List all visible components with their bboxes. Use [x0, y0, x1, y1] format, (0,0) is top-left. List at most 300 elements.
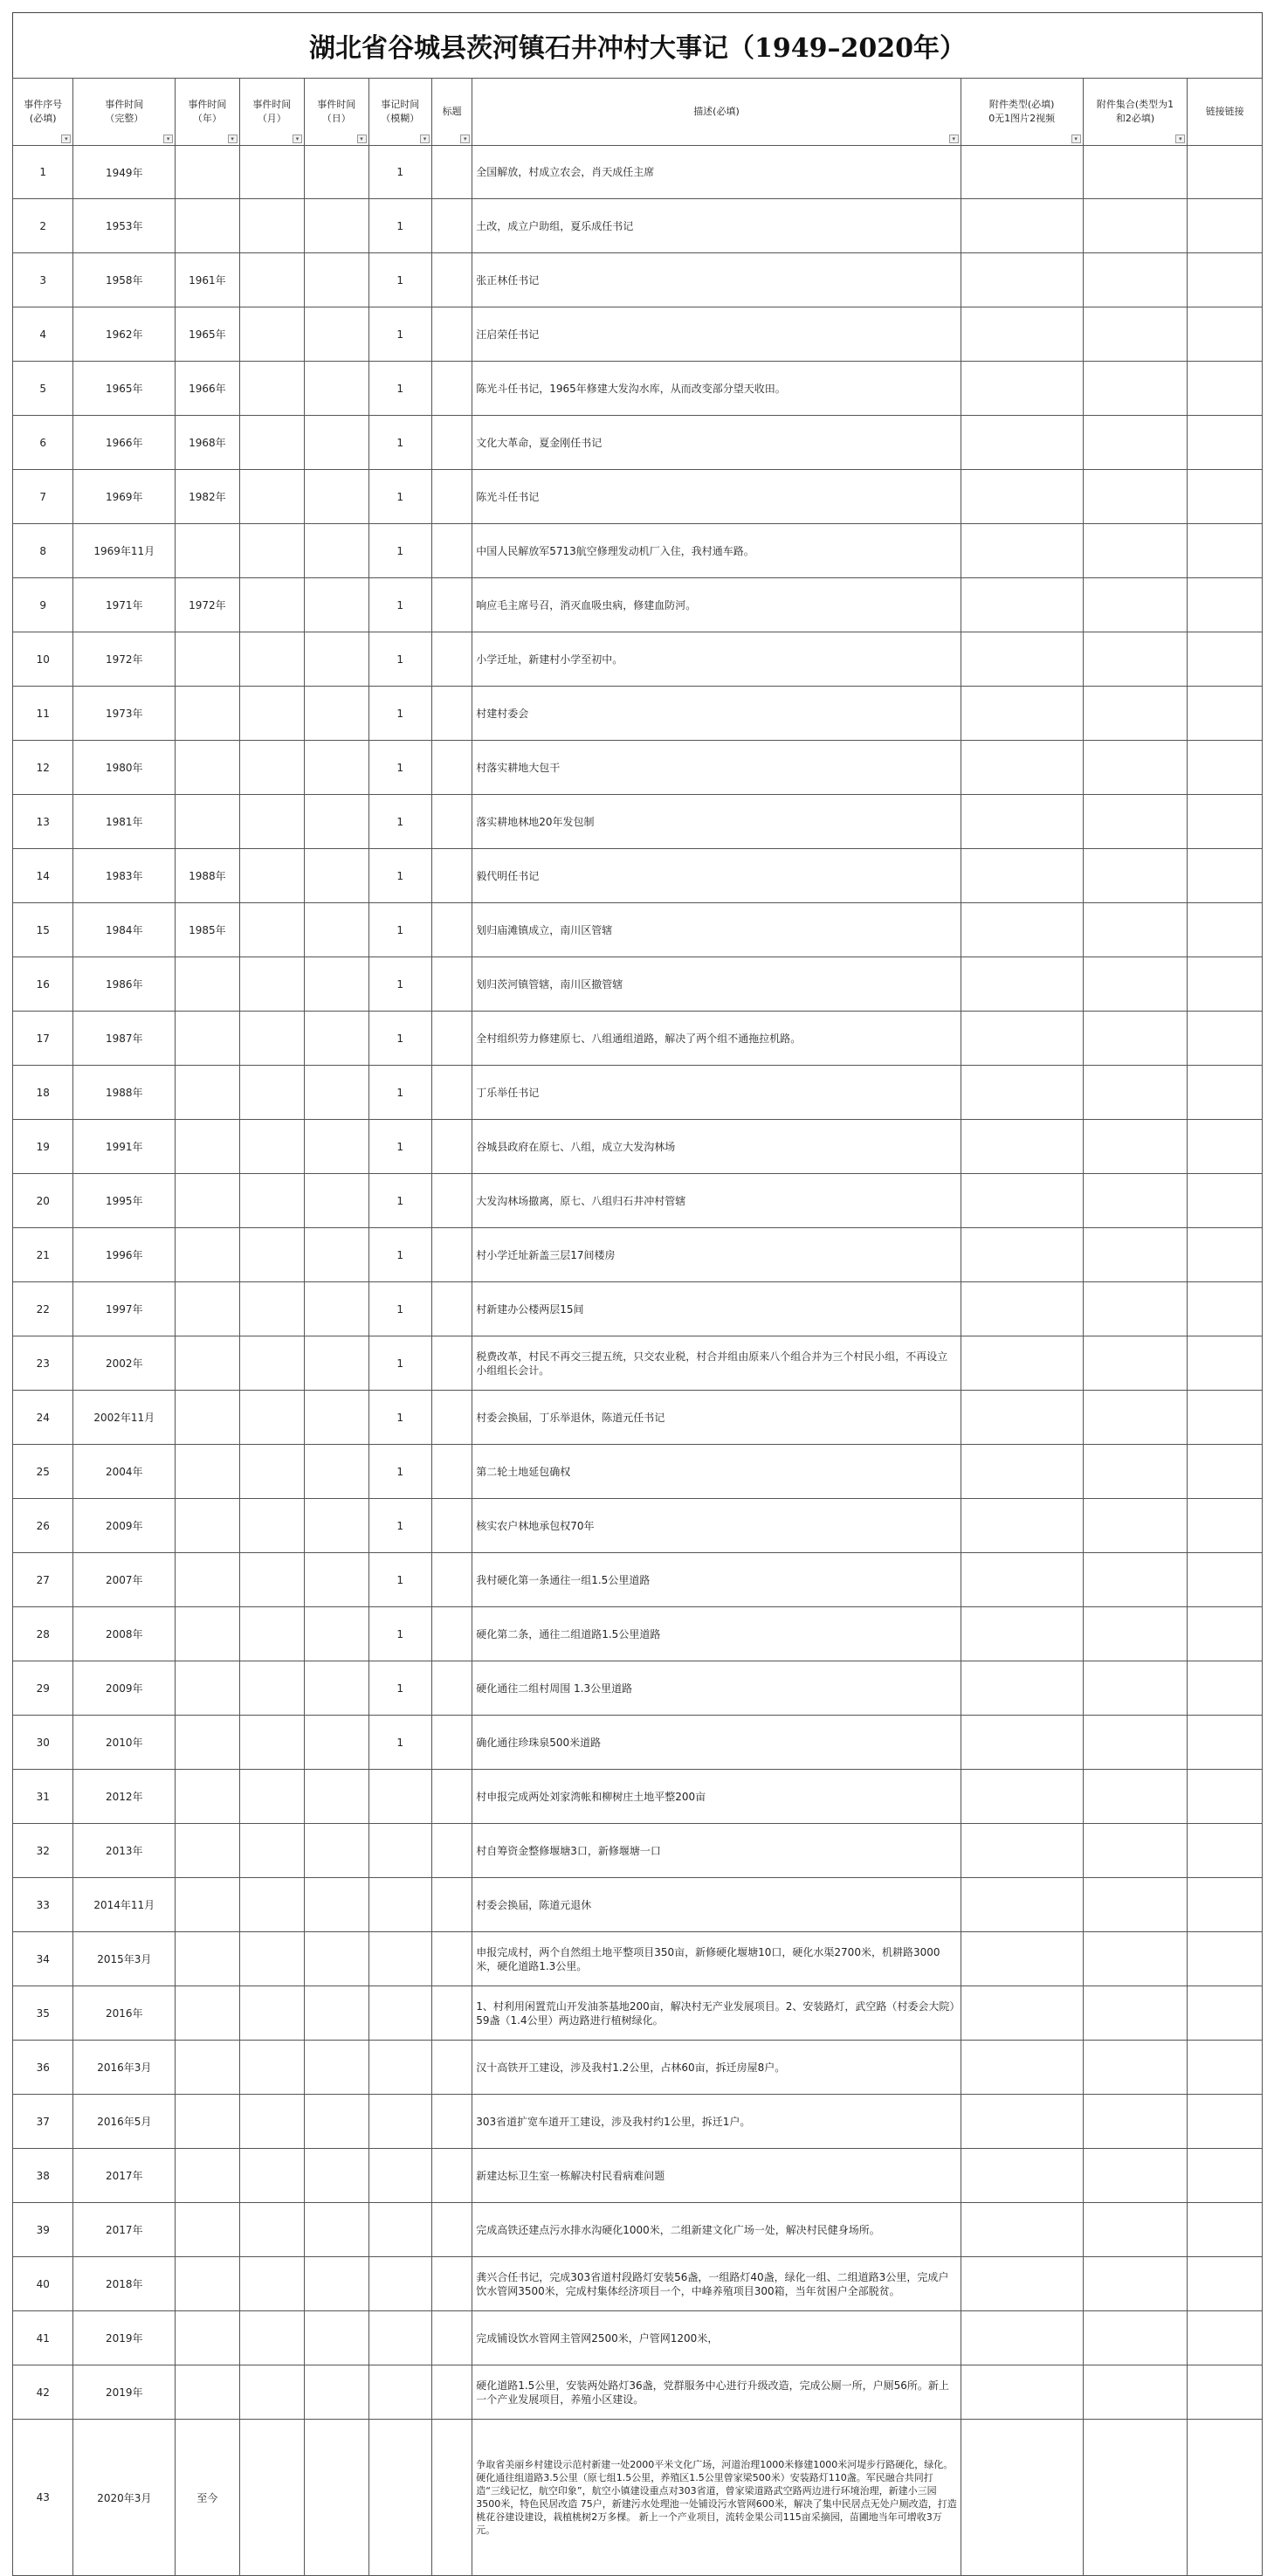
event-number-cell[interactable]: 23	[13, 1336, 73, 1391]
event-title-cell[interactable]	[431, 2203, 472, 2257]
column-header[interactable]	[176, 79, 239, 146]
event-description-cell[interactable]: 村自筹资金整修堰塘3口，新修堰塘一口	[472, 1824, 961, 1878]
event-day-cell[interactable]	[305, 1282, 368, 1336]
event-month-cell[interactable]	[239, 849, 304, 903]
event-date-full-cell[interactable]: 2002年11月	[73, 1391, 176, 1445]
attachment-collection-cell[interactable]	[1083, 1445, 1188, 1499]
link-cell[interactable]	[1188, 1553, 1263, 1607]
attachment-collection-cell[interactable]	[1083, 2041, 1188, 2095]
fuzzy-date-cell[interactable]	[368, 2420, 431, 2576]
event-date-full-cell[interactable]: 1981年	[73, 795, 176, 849]
event-day-cell[interactable]	[305, 146, 368, 199]
event-year-cell[interactable]: 1972年	[176, 578, 239, 632]
event-title-cell[interactable]	[431, 1445, 472, 1499]
event-title-cell[interactable]	[431, 1878, 472, 1932]
event-month-cell[interactable]	[239, 253, 304, 307]
event-date-full-cell[interactable]: 2017年	[73, 2149, 176, 2203]
fuzzy-date-cell[interactable]	[368, 2257, 431, 2311]
attachment-collection-cell[interactable]	[1083, 1499, 1188, 1553]
event-year-cell[interactable]	[176, 2257, 239, 2311]
attachment-collection-cell[interactable]	[1083, 1120, 1188, 1174]
fuzzy-date-cell[interactable]	[368, 1878, 431, 1932]
attachment-type-cell[interactable]	[961, 1282, 1083, 1336]
link-cell[interactable]	[1188, 1661, 1263, 1716]
fuzzy-date-cell[interactable]: 1	[368, 253, 431, 307]
fuzzy-date-cell[interactable]: 1	[368, 307, 431, 362]
event-description-cell[interactable]: 1、村利用闲置荒山开发油茶基地200亩，解决村无产业发展项目。2、安装路灯，武空路（村委会大院）59盏（1.4公里）两边路进行植树绿化。	[472, 1986, 961, 2041]
attachment-type-cell[interactable]	[961, 1499, 1083, 1553]
attachment-type-cell[interactable]	[961, 578, 1083, 632]
event-day-cell[interactable]	[305, 957, 368, 1012]
event-description-cell[interactable]: 村小学迁址新盖三层17间楼房	[472, 1228, 961, 1282]
attachment-type-cell[interactable]	[961, 307, 1083, 362]
fuzzy-date-cell[interactable]: 1	[368, 146, 431, 199]
event-date-full-cell[interactable]: 1991年	[73, 1120, 176, 1174]
event-year-cell[interactable]: 1968年	[176, 416, 239, 470]
attachment-collection-cell[interactable]	[1083, 2257, 1188, 2311]
link-cell[interactable]	[1188, 1120, 1263, 1174]
attachment-type-cell[interactable]	[961, 416, 1083, 470]
event-month-cell[interactable]	[239, 1986, 304, 2041]
attachment-type-cell[interactable]	[961, 849, 1083, 903]
event-month-cell[interactable]	[239, 470, 304, 524]
event-description-cell[interactable]: 村申报完成两处刘家湾帐和柳树庄土地平整200亩	[472, 1770, 961, 1824]
link-cell[interactable]	[1188, 362, 1263, 416]
fuzzy-date-cell[interactable]: 1	[368, 1174, 431, 1228]
attachment-collection-cell[interactable]	[1083, 1607, 1188, 1661]
attachment-collection-cell[interactable]	[1083, 741, 1188, 795]
attachment-type-cell[interactable]	[961, 1932, 1083, 1986]
fuzzy-date-cell[interactable]: 1	[368, 1336, 431, 1391]
event-number-cell[interactable]: 18	[13, 1066, 73, 1120]
attachment-collection-cell[interactable]	[1083, 1553, 1188, 1607]
event-number-cell[interactable]: 42	[13, 2365, 73, 2420]
attachment-collection-cell[interactable]	[1083, 524, 1188, 578]
event-day-cell[interactable]	[305, 1336, 368, 1391]
event-number-cell[interactable]: 13	[13, 795, 73, 849]
event-year-cell[interactable]: 1966年	[176, 362, 239, 416]
event-date-full-cell[interactable]: 2014年11月	[73, 1878, 176, 1932]
event-number-cell[interactable]: 8	[13, 524, 73, 578]
link-cell[interactable]	[1188, 1174, 1263, 1228]
fuzzy-date-cell[interactable]	[368, 1770, 431, 1824]
event-month-cell[interactable]	[239, 1553, 304, 1607]
event-year-cell[interactable]	[176, 1499, 239, 1553]
event-number-cell[interactable]: 43	[13, 2420, 73, 2576]
fuzzy-date-cell[interactable]: 1	[368, 795, 431, 849]
event-month-cell[interactable]	[239, 1336, 304, 1391]
event-number-cell[interactable]: 15	[13, 903, 73, 957]
event-date-full-cell[interactable]: 2008年	[73, 1607, 176, 1661]
event-year-cell[interactable]: 1961年	[176, 253, 239, 307]
attachment-collection-cell[interactable]	[1083, 849, 1188, 903]
attachment-collection-cell[interactable]	[1083, 578, 1188, 632]
event-number-cell[interactable]: 36	[13, 2041, 73, 2095]
event-month-cell[interactable]	[239, 1770, 304, 1824]
event-description-cell[interactable]: 完成铺设饮水管网主管网2500米，户管网1200米，	[472, 2311, 961, 2365]
event-day-cell[interactable]	[305, 1499, 368, 1553]
event-year-cell[interactable]	[176, 1391, 239, 1445]
event-day-cell[interactable]	[305, 795, 368, 849]
fuzzy-date-cell[interactable]: 1	[368, 1066, 431, 1120]
attachment-collection-cell[interactable]	[1083, 416, 1188, 470]
event-title-cell[interactable]	[431, 2041, 472, 2095]
fuzzy-date-cell[interactable]: 1	[368, 1120, 431, 1174]
event-title-cell[interactable]	[431, 1553, 472, 1607]
event-month-cell[interactable]	[239, 1391, 304, 1445]
link-cell[interactable]	[1188, 524, 1263, 578]
link-cell[interactable]	[1188, 1336, 1263, 1391]
link-cell[interactable]	[1188, 2149, 1263, 2203]
event-number-cell[interactable]: 38	[13, 2149, 73, 2203]
attachment-type-cell[interactable]	[961, 1336, 1083, 1391]
event-title-cell[interactable]	[431, 524, 472, 578]
event-date-full-cell[interactable]: 1996年	[73, 1228, 176, 1282]
event-date-full-cell[interactable]: 1971年	[73, 578, 176, 632]
attachment-type-cell[interactable]	[961, 524, 1083, 578]
attachment-type-cell[interactable]	[961, 1716, 1083, 1770]
event-date-full-cell[interactable]: 1962年	[73, 307, 176, 362]
fuzzy-date-cell[interactable]: 1	[368, 1282, 431, 1336]
event-day-cell[interactable]	[305, 578, 368, 632]
event-title-cell[interactable]	[431, 1391, 472, 1445]
event-number-cell[interactable]: 25	[13, 1445, 73, 1499]
event-date-full-cell[interactable]: 2017年	[73, 2203, 176, 2257]
event-month-cell[interactable]	[239, 362, 304, 416]
event-description-cell[interactable]: 龚兴合任书记，完成303省道村段路灯安装56盏，一组路灯40盏，绿化一组、二组道路3公里，完成户饮水管网3500米，完成村集体经济项目一个，中峰养殖项目300箱，当年贫困户全部脱贫。	[472, 2257, 961, 2311]
event-month-cell[interactable]	[239, 2420, 304, 2576]
event-description-cell[interactable]: 争取省美丽乡村建设示范村新建一处2000平米文化广场，河道治理1000米修建1000米河堤步行路硬化，绿化。硬化通往组道路3.5公里（原七组1.5公里，养殖区1.5公里曾家梁500米）安装路灯110盏。军民融合共同打造“三线记忆，航空印象”，航空小镇建设重点对303省道，曾家梁道路武空路两边进行环境治理，新建小三园3500米，特色民居改造 75户，新建污水处理池一处铺设污水管网600米，解决了集中民居点无处户厕改造，打造桃花谷建设建设，栽植桃树2万多棵。 新上一个产业项目，流转金果公司115亩采摘园，苗圃地当年可增收3万元。	[472, 2420, 961, 2576]
link-cell[interactable]	[1188, 1716, 1263, 1770]
link-cell[interactable]	[1188, 1012, 1263, 1066]
event-title-cell[interactable]	[431, 199, 472, 253]
attachment-collection-cell[interactable]	[1083, 1661, 1188, 1716]
event-year-cell[interactable]	[176, 1336, 239, 1391]
event-number-cell[interactable]: 41	[13, 2311, 73, 2365]
event-title-cell[interactable]	[431, 578, 472, 632]
link-cell[interactable]	[1188, 1499, 1263, 1553]
event-month-cell[interactable]	[239, 1661, 304, 1716]
event-number-cell[interactable]: 11	[13, 687, 73, 741]
event-date-full-cell[interactable]: 1995年	[73, 1174, 176, 1228]
event-year-cell[interactable]	[176, 795, 239, 849]
attachment-type-cell[interactable]	[961, 1120, 1083, 1174]
event-description-cell[interactable]: 毅代明任书记	[472, 849, 961, 903]
attachment-type-cell[interactable]	[961, 2365, 1083, 2420]
event-date-full-cell[interactable]: 1997年	[73, 1282, 176, 1336]
event-year-cell[interactable]	[176, 1120, 239, 1174]
event-date-full-cell[interactable]: 1966年	[73, 416, 176, 470]
attachment-collection-cell[interactable]	[1083, 2365, 1188, 2420]
attachment-collection-cell[interactable]	[1083, 1932, 1188, 1986]
event-description-cell[interactable]: 小学迁址，新建村小学至初中。	[472, 632, 961, 687]
link-cell[interactable]	[1188, 578, 1263, 632]
fuzzy-date-cell[interactable]	[368, 2095, 431, 2149]
event-year-cell[interactable]	[176, 2365, 239, 2420]
event-date-full-cell[interactable]: 2002年	[73, 1336, 176, 1391]
event-number-cell[interactable]: 2	[13, 199, 73, 253]
event-title-cell[interactable]	[431, 741, 472, 795]
fuzzy-date-cell[interactable]: 1	[368, 1012, 431, 1066]
event-description-cell[interactable]: 核实农户林地承包权70年	[472, 1499, 961, 1553]
event-day-cell[interactable]	[305, 1824, 368, 1878]
attachment-collection-cell[interactable]	[1083, 199, 1188, 253]
attachment-type-cell[interactable]	[961, 632, 1083, 687]
attachment-type-cell[interactable]	[961, 957, 1083, 1012]
event-number-cell[interactable]: 19	[13, 1120, 73, 1174]
filter-dropdown-icon[interactable]: ▾	[163, 135, 173, 143]
attachment-collection-cell[interactable]	[1083, 146, 1188, 199]
event-day-cell[interactable]	[305, 470, 368, 524]
fuzzy-date-cell[interactable]	[368, 2311, 431, 2365]
event-number-cell[interactable]: 1	[13, 146, 73, 199]
event-day-cell[interactable]	[305, 741, 368, 795]
event-day-cell[interactable]	[305, 1120, 368, 1174]
event-day-cell[interactable]	[305, 2149, 368, 2203]
event-description-cell[interactable]: 汉十高铁开工建设，涉及我村1.2公里，占林60亩，拆迁房屋8户。	[472, 2041, 961, 2095]
event-year-cell[interactable]: 1988年	[176, 849, 239, 903]
attachment-type-cell[interactable]	[961, 1066, 1083, 1120]
event-number-cell[interactable]: 22	[13, 1282, 73, 1336]
event-day-cell[interactable]	[305, 199, 368, 253]
fuzzy-date-cell[interactable]: 1	[368, 1499, 431, 1553]
event-title-cell[interactable]	[431, 1824, 472, 1878]
attachment-type-cell[interactable]	[961, 1607, 1083, 1661]
filter-dropdown-icon[interactable]: ▾	[228, 135, 238, 143]
attachment-collection-cell[interactable]	[1083, 1824, 1188, 1878]
event-day-cell[interactable]	[305, 362, 368, 416]
attachment-type-cell[interactable]	[961, 1391, 1083, 1445]
attachment-type-cell[interactable]	[961, 2420, 1083, 2576]
event-day-cell[interactable]	[305, 2365, 368, 2420]
event-month-cell[interactable]	[239, 2095, 304, 2149]
link-cell[interactable]	[1188, 253, 1263, 307]
column-header[interactable]	[73, 79, 176, 146]
event-title-cell[interactable]	[431, 795, 472, 849]
fuzzy-date-cell[interactable]: 1	[368, 578, 431, 632]
event-title-cell[interactable]	[431, 687, 472, 741]
event-day-cell[interactable]	[305, 1770, 368, 1824]
column-header[interactable]	[472, 79, 961, 146]
event-date-full-cell[interactable]: 1987年	[73, 1012, 176, 1066]
event-day-cell[interactable]	[305, 524, 368, 578]
event-year-cell[interactable]	[176, 1445, 239, 1499]
fuzzy-date-cell[interactable]: 1	[368, 199, 431, 253]
link-cell[interactable]	[1188, 795, 1263, 849]
event-month-cell[interactable]	[239, 1174, 304, 1228]
event-day-cell[interactable]	[305, 1066, 368, 1120]
event-month-cell[interactable]	[239, 741, 304, 795]
attachment-collection-cell[interactable]	[1083, 1391, 1188, 1445]
attachment-collection-cell[interactable]	[1083, 307, 1188, 362]
event-number-cell[interactable]: 21	[13, 1228, 73, 1282]
attachment-type-cell[interactable]	[961, 1228, 1083, 1282]
event-number-cell[interactable]: 10	[13, 632, 73, 687]
link-cell[interactable]	[1188, 1282, 1263, 1336]
event-title-cell[interactable]	[431, 1282, 472, 1336]
event-year-cell[interactable]	[176, 1228, 239, 1282]
event-description-cell[interactable]: 硬化通往二组村周围 1.3公里道路	[472, 1661, 961, 1716]
column-header[interactable]	[368, 79, 431, 146]
event-day-cell[interactable]	[305, 2203, 368, 2257]
event-day-cell[interactable]	[305, 416, 368, 470]
event-year-cell[interactable]	[176, 1607, 239, 1661]
event-year-cell[interactable]	[176, 1716, 239, 1770]
fuzzy-date-cell[interactable]: 1	[368, 1607, 431, 1661]
event-year-cell[interactable]	[176, 632, 239, 687]
event-date-full-cell[interactable]: 1986年	[73, 957, 176, 1012]
event-year-cell[interactable]	[176, 687, 239, 741]
attachment-collection-cell[interactable]	[1083, 1878, 1188, 1932]
event-month-cell[interactable]	[239, 1607, 304, 1661]
event-description-cell[interactable]: 村建村委会	[472, 687, 961, 741]
fuzzy-date-cell[interactable]	[368, 2149, 431, 2203]
filter-dropdown-icon[interactable]: ▾	[1175, 135, 1185, 143]
event-year-cell[interactable]	[176, 1986, 239, 2041]
event-date-full-cell[interactable]: 2004年	[73, 1445, 176, 1499]
event-year-cell[interactable]	[176, 2311, 239, 2365]
event-day-cell[interactable]	[305, 2095, 368, 2149]
event-description-cell[interactable]: 谷城县政府在原七、八组，成立大发沟林场	[472, 1120, 961, 1174]
event-number-cell[interactable]: 16	[13, 957, 73, 1012]
event-date-full-cell[interactable]: 1958年	[73, 253, 176, 307]
event-date-full-cell[interactable]: 1984年	[73, 903, 176, 957]
event-number-cell[interactable]: 20	[13, 1174, 73, 1228]
event-month-cell[interactable]	[239, 524, 304, 578]
event-description-cell[interactable]: 新建达标卫生室一栋解决村民看病难问题	[472, 2149, 961, 2203]
event-month-cell[interactable]	[239, 2311, 304, 2365]
fuzzy-date-cell[interactable]: 1	[368, 1553, 431, 1607]
attachment-collection-cell[interactable]	[1083, 1012, 1188, 1066]
event-number-cell[interactable]: 30	[13, 1716, 73, 1770]
event-description-cell[interactable]: 丁乐举任书记	[472, 1066, 961, 1120]
event-date-full-cell[interactable]: 2016年5月	[73, 2095, 176, 2149]
attachment-collection-cell[interactable]	[1083, 2311, 1188, 2365]
event-day-cell[interactable]	[305, 2311, 368, 2365]
event-number-cell[interactable]: 34	[13, 1932, 73, 1986]
attachment-collection-cell[interactable]	[1083, 1228, 1188, 1282]
attachment-type-cell[interactable]	[961, 2149, 1083, 2203]
link-cell[interactable]	[1188, 1607, 1263, 1661]
attachment-type-cell[interactable]	[961, 2311, 1083, 2365]
event-description-cell[interactable]: 划归庙滩镇成立，南川区管辖	[472, 903, 961, 957]
event-title-cell[interactable]	[431, 470, 472, 524]
fuzzy-date-cell[interactable]: 1	[368, 741, 431, 795]
event-title-cell[interactable]	[431, 2420, 472, 2576]
attachment-collection-cell[interactable]	[1083, 2420, 1188, 2576]
event-year-cell[interactable]	[176, 1282, 239, 1336]
link-cell[interactable]	[1188, 903, 1263, 957]
attachment-type-cell[interactable]	[961, 470, 1083, 524]
event-month-cell[interactable]	[239, 1228, 304, 1282]
event-month-cell[interactable]	[239, 1716, 304, 1770]
link-cell[interactable]	[1188, 199, 1263, 253]
event-number-cell[interactable]: 14	[13, 849, 73, 903]
filter-dropdown-icon[interactable]: ▾	[357, 135, 367, 143]
link-cell[interactable]	[1188, 2257, 1263, 2311]
event-description-cell[interactable]: 土改，成立户助组，夏乐成任书记	[472, 199, 961, 253]
link-cell[interactable]	[1188, 849, 1263, 903]
event-day-cell[interactable]	[305, 2257, 368, 2311]
event-number-cell[interactable]: 35	[13, 1986, 73, 2041]
event-date-full-cell[interactable]: 1965年	[73, 362, 176, 416]
fuzzy-date-cell[interactable]: 1	[368, 849, 431, 903]
event-month-cell[interactable]	[239, 2041, 304, 2095]
event-title-cell[interactable]	[431, 1066, 472, 1120]
event-date-full-cell[interactable]: 1973年	[73, 687, 176, 741]
attachment-type-cell[interactable]	[961, 1174, 1083, 1228]
event-month-cell[interactable]	[239, 795, 304, 849]
event-month-cell[interactable]	[239, 1499, 304, 1553]
filter-dropdown-icon[interactable]: ▾	[293, 135, 302, 143]
column-header[interactable]	[431, 79, 472, 146]
event-title-cell[interactable]	[431, 2365, 472, 2420]
event-year-cell[interactable]	[176, 1174, 239, 1228]
link-cell[interactable]	[1188, 1445, 1263, 1499]
link-cell[interactable]	[1188, 416, 1263, 470]
attachment-type-cell[interactable]	[961, 1553, 1083, 1607]
event-title-cell[interactable]	[431, 1012, 472, 1066]
event-description-cell[interactable]: 确化通往珍珠泉500米道路	[472, 1716, 961, 1770]
attachment-collection-cell[interactable]	[1083, 957, 1188, 1012]
link-cell[interactable]	[1188, 632, 1263, 687]
fuzzy-date-cell[interactable]	[368, 2203, 431, 2257]
event-title-cell[interactable]	[431, 632, 472, 687]
event-day-cell[interactable]	[305, 903, 368, 957]
attachment-type-cell[interactable]	[961, 2203, 1083, 2257]
event-number-cell[interactable]: 12	[13, 741, 73, 795]
event-year-cell[interactable]	[176, 1878, 239, 1932]
event-title-cell[interactable]	[431, 2095, 472, 2149]
event-month-cell[interactable]	[239, 2203, 304, 2257]
event-title-cell[interactable]	[431, 1932, 472, 1986]
attachment-type-cell[interactable]	[961, 146, 1083, 199]
event-number-cell[interactable]: 33	[13, 1878, 73, 1932]
event-date-full-cell[interactable]: 2007年	[73, 1553, 176, 1607]
attachment-collection-cell[interactable]	[1083, 795, 1188, 849]
event-date-full-cell[interactable]: 1980年	[73, 741, 176, 795]
event-title-cell[interactable]	[431, 1986, 472, 2041]
column-header[interactable]	[1083, 79, 1188, 146]
event-title-cell[interactable]	[431, 362, 472, 416]
event-date-full-cell[interactable]: 2009年	[73, 1661, 176, 1716]
event-day-cell[interactable]	[305, 2041, 368, 2095]
event-title-cell[interactable]	[431, 146, 472, 199]
attachment-type-cell[interactable]	[961, 687, 1083, 741]
event-title-cell[interactable]	[431, 1716, 472, 1770]
attachment-type-cell[interactable]	[961, 253, 1083, 307]
event-date-full-cell[interactable]: 2018年	[73, 2257, 176, 2311]
event-number-cell[interactable]: 28	[13, 1607, 73, 1661]
event-description-cell[interactable]: 硬化第二条，通往二组道路1.5公里道路	[472, 1607, 961, 1661]
event-description-cell[interactable]: 村委会换届，丁乐举退休，陈道元任书记	[472, 1391, 961, 1445]
event-number-cell[interactable]: 6	[13, 416, 73, 470]
event-title-cell[interactable]	[431, 903, 472, 957]
event-day-cell[interactable]	[305, 1986, 368, 2041]
event-date-full-cell[interactable]: 1969年11月	[73, 524, 176, 578]
event-title-cell[interactable]	[431, 1120, 472, 1174]
fuzzy-date-cell[interactable]: 1	[368, 524, 431, 578]
attachment-collection-cell[interactable]	[1083, 1282, 1188, 1336]
event-title-cell[interactable]	[431, 1770, 472, 1824]
fuzzy-date-cell[interactable]	[368, 1932, 431, 1986]
column-header[interactable]	[961, 79, 1083, 146]
attachment-type-cell[interactable]	[961, 1661, 1083, 1716]
event-title-cell[interactable]	[431, 2257, 472, 2311]
attachment-type-cell[interactable]	[961, 2257, 1083, 2311]
event-date-full-cell[interactable]: 2013年	[73, 1824, 176, 1878]
event-description-cell[interactable]: 划归茨河镇管辖，南川区撤管辖	[472, 957, 961, 1012]
